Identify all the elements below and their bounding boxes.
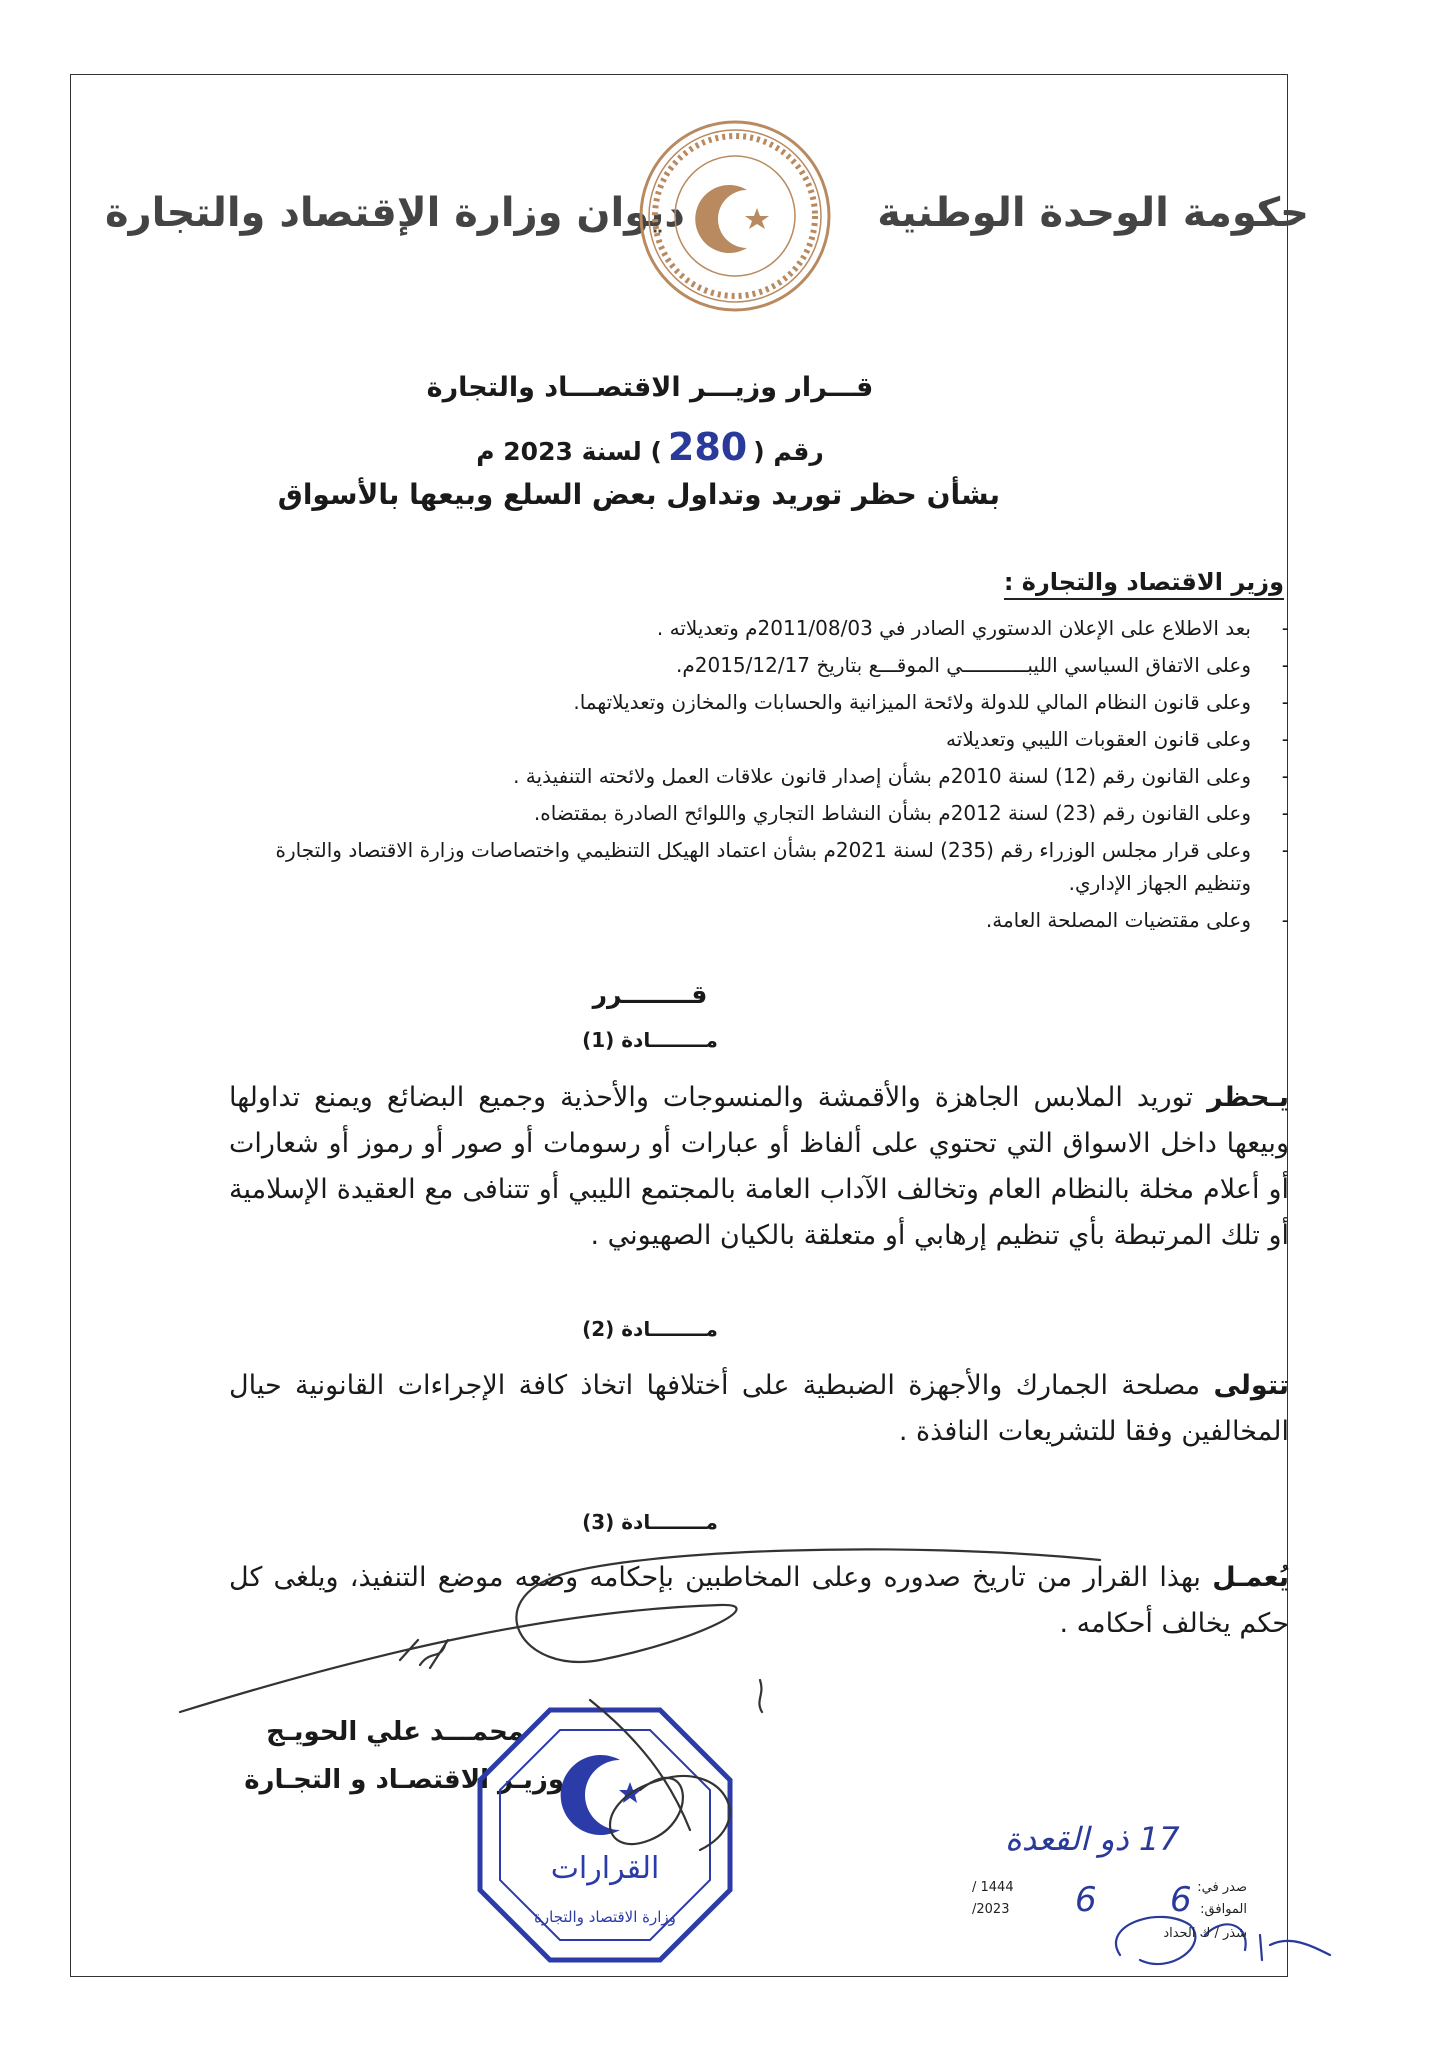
decision-number-line (300, 425, 1000, 469)
recital-item: - وعلى قانون النظام المالي للدولة ولائحة الميزانية والحسابات والمخازن وتعديلاتهما. (573, 690, 1289, 714)
article-3-body: يُعمـل بهذا القرار من تاريخ صدوره وعلى المخاطبين بإحكامه وضعه موضع التنفيذ، ويلغى كل حكم يخالف أحكامه . (229, 1562, 1289, 1639)
signatory-name: محمـــد علي الحويـج (266, 1717, 524, 1747)
stamp-main-text: القرارات (550, 1851, 660, 1886)
handwritten-month: 6 (1075, 1880, 1097, 1920)
recital-item: - وعلى القانون رقم (12) لسنة 2010م بشأن إصدار قانون علاقات العمل ولائحته التنفيذية . (513, 764, 1289, 788)
decides-heading: قــــــــرر (592, 980, 708, 1009)
decision-number: 280 (667, 425, 748, 469)
recital-item: - وعلى الاتفاق السياسي الليبـــــــــــي الموقـــع بتاريخ 2015/12/17م. (676, 653, 1289, 677)
state-seal (635, 98, 835, 334)
routing-note: شذر / ك الحداد (1163, 1926, 1247, 1941)
preamble-heading: وزير الاقتصاد والتجارة : (1004, 568, 1284, 600)
government-title: حكومة الوحدة الوطنية (877, 190, 1309, 236)
article-2-label: مــــــــادة (2) (582, 1317, 718, 1341)
recital-item: - بعد الاطلاع على الإعلان الدستوري الصادر في 2011/08/03م وتعديلاته . (656, 616, 1289, 640)
recitals-list (249, 612, 1289, 941)
number-suffix: ) لسنة 2023 م (476, 437, 662, 466)
signatory-role: وزيـر الاقتصـاد و التجـارة (244, 1765, 564, 1795)
issued-in-label: صدر في: (1197, 1880, 1247, 1895)
article-1-label: مــــــــادة (1) (582, 1028, 718, 1052)
gregorian-year: 2023/ (972, 1902, 1010, 1917)
recital-item: - وعلى قانون العقوبات الليبي وتعديلاته (946, 727, 1289, 751)
article-1-body: يـحظر توريد الملابس الجاهزة والأقمشة والمنسوجات والأحذية وجميع البضائع ويمنع تداولها وبيعها داخل الاسواق التي تحتوي على ألفاظ أو عبارات أو رسومات أو صور أو رموز أو شعارات أو أعلام مخلة بالنظام العام وتخالف الآداب العامة بالمجتمع الليبي أو تتنافى مع العقيدة الإسلامية أو تلك المرتبطة بأي تنظيم إرهابي أو متعلقة بالكيان الصهيوني . (229, 1082, 1289, 1251)
article-3-label: مــــــــادة (3) (582, 1510, 718, 1534)
handwritten-hijri-date: 17 ذو القعدة (1005, 1820, 1180, 1858)
ministry-office-title: ديوان وزارة الإقتصاد والتجارة (105, 190, 685, 236)
handwritten-day: 6 (1170, 1880, 1192, 1920)
document-frame (70, 74, 1288, 1977)
article-2-body: تتولى مصلحة الجمارك والأجهزة الضبطية على أختلافها اتخاذ كافة الإجراءات القانونية حيال المخالفين وفقا للتشريعات النافذة . (229, 1370, 1289, 1447)
recital-item: - وعلى قرار مجلس الوزراء رقم (235) لسنة 2021م بشأن اعتماد الهيكل التنظيمي واختصاصات وزارة الاقتصاد والتجارة وتنظيم الجهاز الإداري. (275, 838, 1289, 895)
stamp-ring-text: وزارة الاقتصاد والتجارة (534, 1908, 676, 1926)
decision-title: قـــرار وزيـــر الاقتصـــاد والتجارة (426, 372, 874, 403)
recital-item: - وعلى القانون رقم (23) لسنة 2012م بشأن النشاط التجاري واللوائح الصادرة بمقتضاه. (533, 801, 1289, 825)
number-prefix: رقم ( (753, 437, 824, 466)
corresponding-label: الموافق: (1200, 1902, 1247, 1917)
hijri-year: 1444 / (972, 1880, 1014, 1895)
decisions-stamp (470, 1700, 740, 1970)
decision-subject: بشأن حظر توريد وتداول بعض السلع وبيعها بالأسواق (277, 478, 1000, 511)
recital-item: - وعلى مقتضيات المصلحة العامة. (985, 908, 1289, 932)
